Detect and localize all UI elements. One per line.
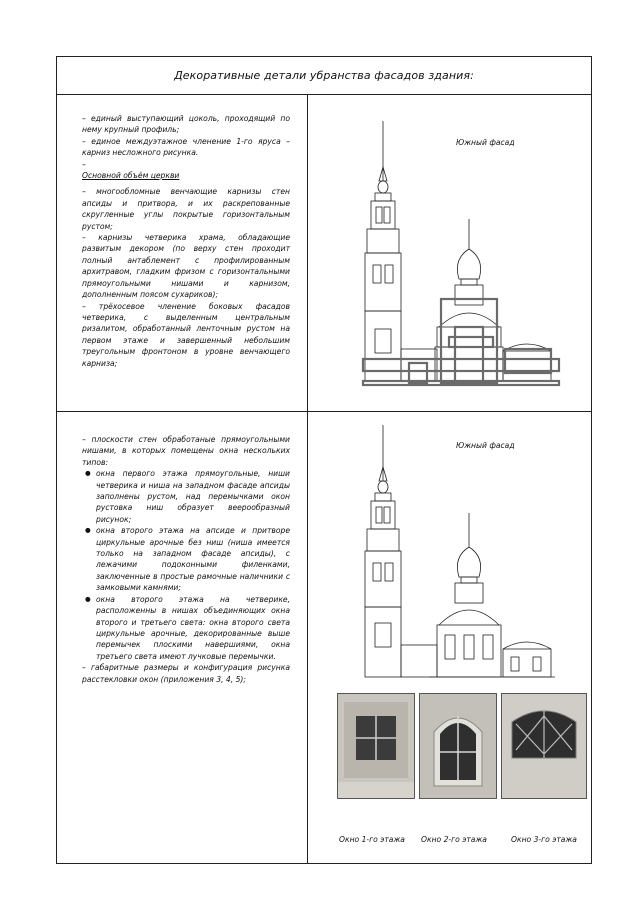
window-photo-second-floor: [419, 693, 497, 799]
upper-paragraph-2: – единое междуэтажное членение 1-го яруса – карниз несложного рисунка.: [82, 136, 290, 158]
page-title: Декоративные детали убранства фасадов здания:: [174, 69, 474, 82]
upper-text-block: [82, 113, 290, 369]
window-types-list: [82, 468, 290, 662]
section-heading: Основной объём церкви: [82, 171, 180, 181]
lower-text-block: [82, 434, 290, 685]
upper-paragraph-4: – многообломные венчающие карнизы стен апсиды и притвора, и их раскрепованные скругленные углы покрытые горизонтальным рустом;: [82, 187, 290, 231]
facade-label-bottom: Южный фасад: [456, 441, 515, 450]
south-facade-drawing-highlighted: [343, 119, 573, 387]
caption-third-floor: Окно 3-го этажа: [511, 835, 577, 844]
upper-paragraph-5: – карнизы четверика храма, обладающие развитым декором (по верху стен проходит полный антаблемент с профилированным архитравом, гладким фризом с горизонтальными прямоугольными нишами и карнизом, дополненным поясом сухариков);: [82, 233, 290, 300]
caption-second-floor: Окно 2-го этажа: [421, 835, 487, 844]
column-divider: [307, 94, 308, 863]
upper-paragraph-6: – трёхосевое членение боковых фасадов четверика, с выделенным центральным ризалитом, обработанный ленточным рустом на первом этаже и завершенный небольшим треугольным фронтоном в уровне венчающего карниза;: [82, 301, 290, 368]
south-facade-drawing: [343, 423, 573, 681]
upper-paragraph-3: –: [82, 159, 86, 169]
highlight-rectangles: [363, 299, 559, 385]
page-frame: [56, 56, 592, 864]
list-item: ● окна второго этажа на четверике, расположенны в нишах объединяющих окна второго и третьего света: окна второго света циркульные арочные, декорированные выше перемычек плоскими навершиями, окна третьего света имеют лучковые перемычки.: [96, 594, 290, 662]
upper-paragraph-1: – единый выступающий цоколь, проходящий по нему крупный профиль;: [82, 114, 290, 135]
window-photo-third-floor: [501, 693, 587, 799]
window-photo-first-floor: [337, 693, 415, 799]
facade-label-top: Южный фасад: [456, 138, 515, 147]
title-row: [57, 57, 591, 95]
row-divider: [57, 411, 591, 412]
lower-paragraph-1: – плоскости стен обработаные прямоугольными нишами, в которых помещены окна нескольких типов:: [82, 435, 290, 467]
list-item: ● окна второго этажа на апсиде и притворе циркульные арочные без ниш (ниша имеется только на западном фасаде апсиды), с лежачими подоконными филенками, заключенные в простые рамочные наличники с замковыми камнями;: [96, 525, 290, 593]
caption-first-floor: Окно 1-го этажа: [339, 835, 405, 844]
lower-paragraph-2: – габаритные размеры и конфигурация рисунка расстекловки окон (приложения 3, 4, 5);: [82, 663, 290, 684]
list-item: ● окна первого этажа прямоугольные, ниши четверика и ниша на западном фасаде апсиды заполнены рустом, над перемычками окон рустовка ниш образует веерообразный рисунок;: [96, 468, 290, 525]
